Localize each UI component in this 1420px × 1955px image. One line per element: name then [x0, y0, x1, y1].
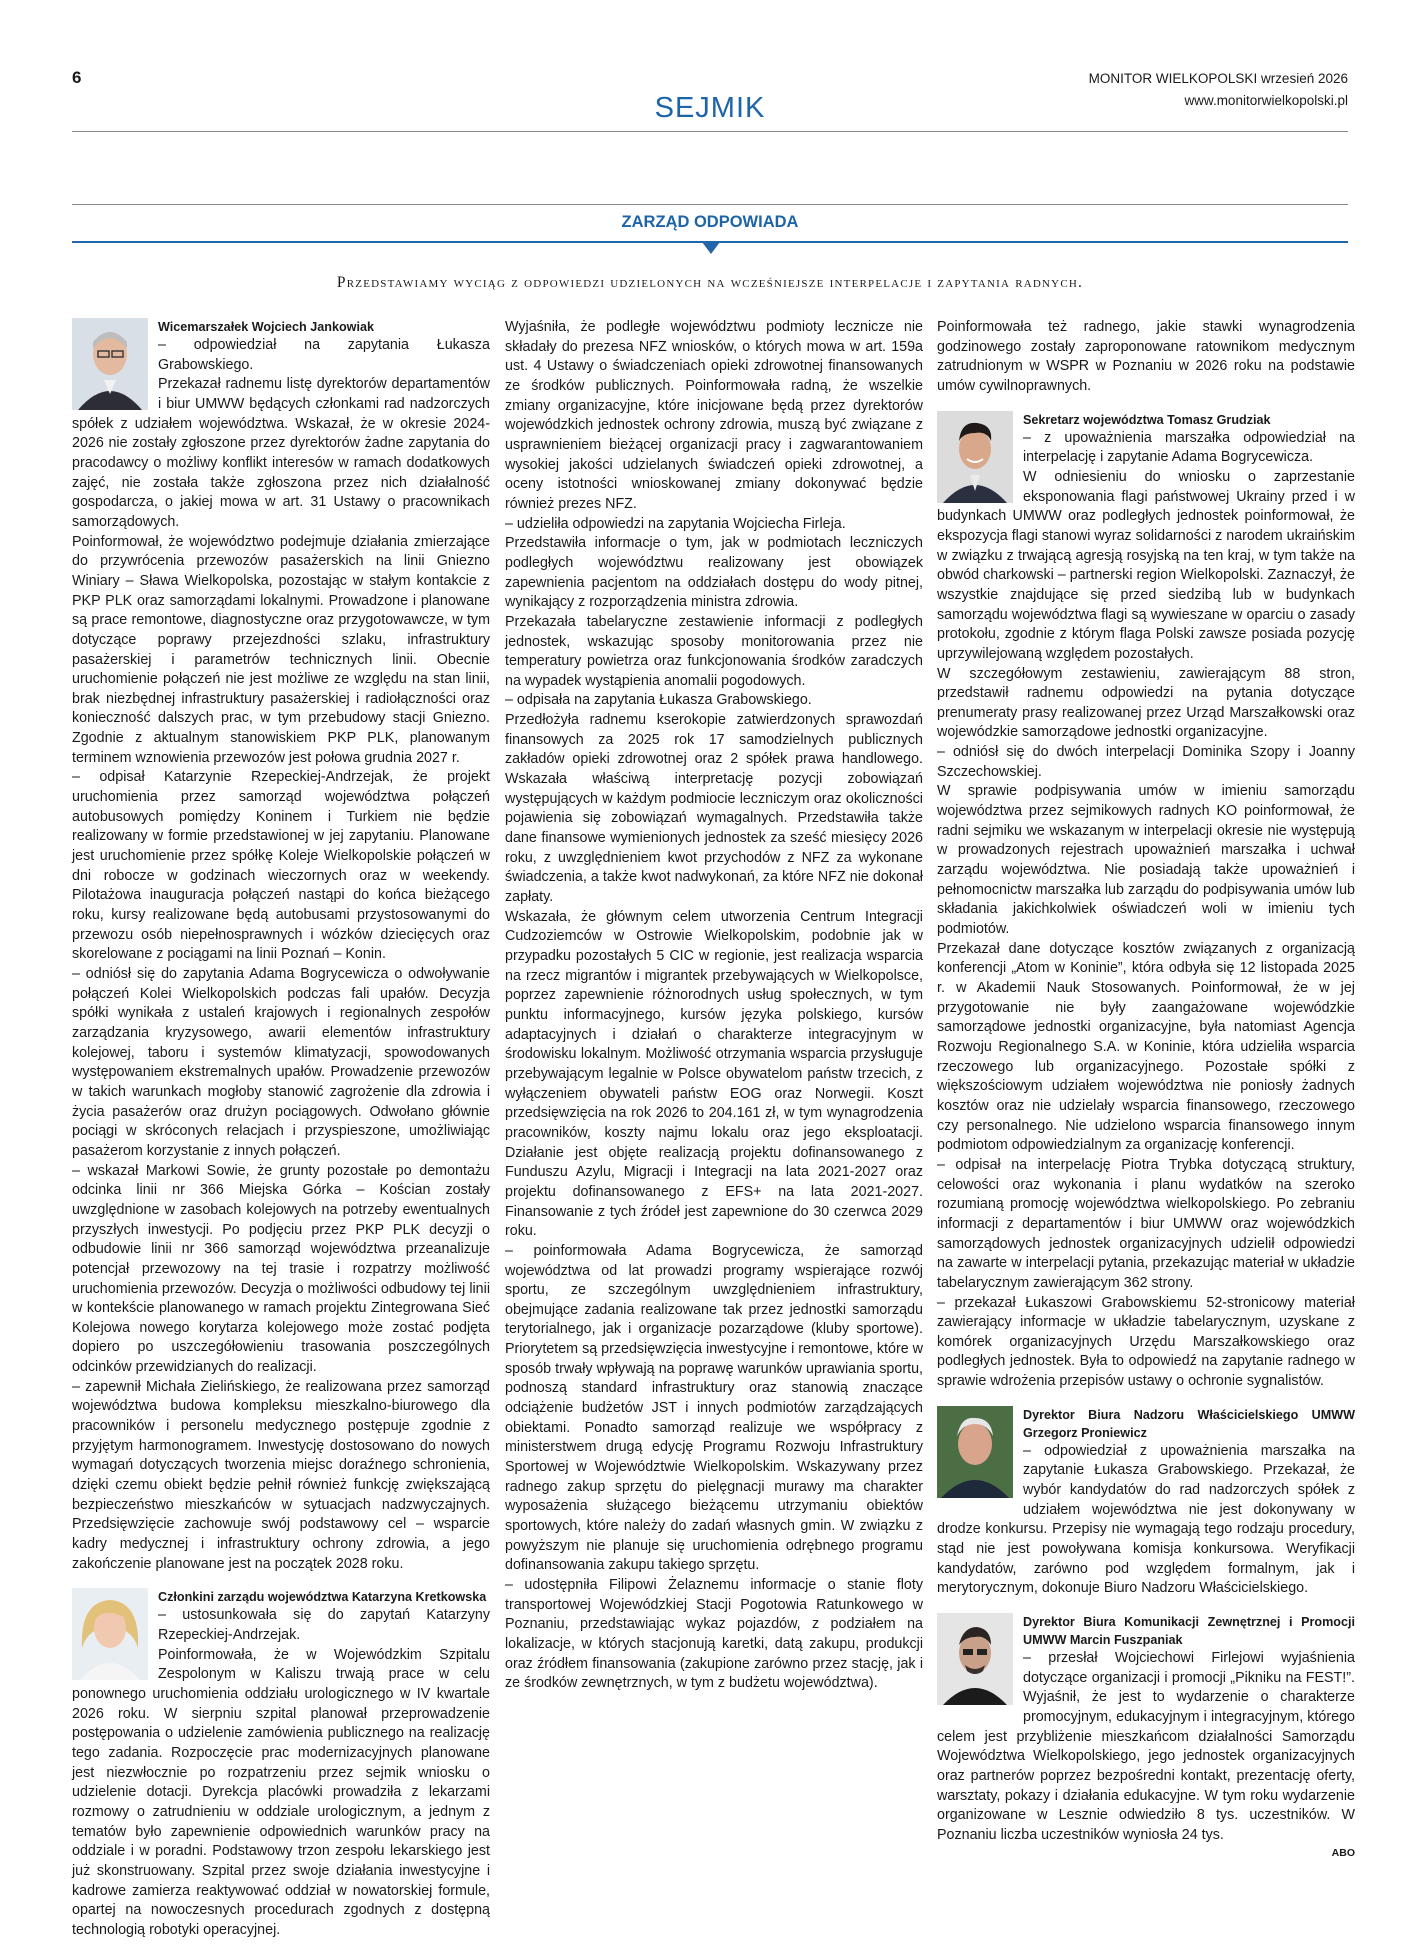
- column-1: [72, 318, 490, 1955]
- paragraph: Wyjaśniła, że podległe województwu podmioty lecznicze nie składały do prezesa NFZ wniosków, o których mowa w art. 159a ust. 4 Ustawy o świadczeniach opieki zdrowotnej finansowanych ze środków publicznych. Poinformowała radną, że wszelkie zmiany organizacyjne, które inicjowane będą przez dyrektorów wojewódzkich jednostek ochrony zdrowia, muszą być związane z usprawnieniem bieżącej organizacji pracy i zagwarantowaniem wysokiej jakości udzielanych świadczeń opieki zdrowotnej, a oceny istotności wnioskowanej zmiany dokonywać będzie również prezes NFZ.: [505, 319, 923, 512]
- paragraph: – odniósł się do zapytania Adama Bogrycewicza o odwoływanie połączeń Kolei Wielkopolskich podczas fali upałów. Decyzja spółki wynikała z ustaleń krajowych i regionalnych zespołów zarządzania kryzysowego, awarii elementów infrastruktury kolejowej, taboru i systemów klimatyzacji, spowodowanych występowaniem ekstremalnych upałów. Prowadzenie przewozów w takich warunkach mogłoby stanowić zagrożenie dla zdrowia i życia pasażerów oraz drużyn pociągowych. Odwołano głównie pociągi w skróconych relacjach i przyspieszone, umożliwiając pasażerom korzystanie z innych połączeń.: [72, 966, 490, 1159]
- paragraph: – odpisał na interpelację Piotra Trybka dotyczącą struktury, celowości oraz wykonania i planu wydatków na szeroko rozumianą promocję województwa wielkopolskiego. Po zebraniu informacji z departamentów i biur UMWW oraz wojewódzkich samorządowych jednostek organizacyjnych udzielił odpowiedzi na zawarte w interpelacji pytania, przekazując materiał w układzie tabelarycznym zawierającym 362 strony.: [937, 1156, 1355, 1291]
- section-title: SEJMIK: [654, 92, 766, 124]
- publication-name: MONITOR WIELKOPOLSKI wrzesień 2026: [1088, 71, 1348, 86]
- official-portrait-photo: [72, 318, 148, 410]
- official-portrait-photo: [937, 411, 1013, 503]
- top-divider: [72, 131, 1348, 132]
- official-name: Dyrektor Biura Nadzoru Właścicielskiego UMWW Grzegorz Proniewicz: [1023, 1407, 1355, 1440]
- paragraph: W szczegółowym zestawieniu, zawierającym 88 stron, przedstawił radnemu odpowiedzi na pytania dotyczące prenumeraty prasy realizowanej przez Urząd Marszałkowski oraz wojewódzkie samorządowe jednostki organizacyjne.: [937, 665, 1355, 741]
- paragraph: – ustosunkowała się do zapytań Katarzyny Rzepeckiej-Andrzejak.: [158, 1607, 490, 1643]
- paragraph: – poinformowała Adama Bogrycewicza, że samorząd województwa od lat prowadzi programy wspierające rozwój sportu, ze szczególnym uwzględnieniem infrastruktury, obejmujące zadania realizowane tak przez jednostki samorządu terytorialnego, jak i organizacje pozarządowe (kluby sportowe). Priorytetem są przedsięwzięcia inwestycyjne i remontowe, które w sposób trwały wpływają na poprawę warunków uprawiania sportu, podnoszą standard infrastruktury oraz stanowią znaczące odciążenie budżetów JST i innych podmiotów zarządzających obiektami. Ponadto samorząd realizuje we współpracy z ministerstwem drugą edycję Programu Rozwoju Infrastruktury Sportowej w Województwie Wielkopolskim. Wskazywany przez radnego zakup sprzętu do pielęgnacji murawy ma charakter wyposażenia służącego bieżącemu utrzymaniu obiektów sportowych, które należy do zadań własnych gmin. W związku z powyższym nie planuje się uruchomienia odrębnego programu dofinansowania zakupu takiego sprzętu.: [505, 1242, 923, 1574]
- paragraph: – przekazał Łukaszowi Grabowskiemu 52-stronicowy materiał zawierający informacje w układzie tabelarycznym, uzyskane z komórek organizacyjnych Urzędu Marszałkowskiego oraz podległych jednostek. Była to odpowiedź na zapytanie radnego w sprawie wdrożenia przepisów ustawy o ochronie sygnalistów.: [937, 1294, 1355, 1390]
- article-top-divider: [72, 204, 1348, 205]
- official-portrait-photo: [937, 1406, 1013, 1498]
- website-url: www.monitorwielkopolski.pl: [1184, 93, 1348, 108]
- paragraph: Poinformowała, że w Wojewódzkim Szpitalu Zespolonym w Kaliszu trwają prace w celu ponownego uruchomienia oddziału urologicznego w IV kwartale 2026 roku. W sierpniu szpital planował przeprowadzenie postępowania o udzielenie zamówienia publicznego na realizację tego zadania. Rozpoczęcie prac modernizacyjnych planowane jest niezwłocznie po rozpatrzeniu przez sejmik wniosku o udzielenie dotacji. Dyrekcja placówki prowadziła z lekarzami rozmowy o zatrudnieniu w oddziale urologicznym, a jednym z tematów było zapewnienie odpowiednich warunków pracy na oddziale i w poradni. Podstawowy trzon zespołu lekarskiego jest już skonstruowany. Szpital przez swoje działania inwestycyjne i kadrowe zamierza reaktywować oddział w nowatorskiej formule, opartej na nowoczesnych procedurach zgodnych z dostępną technologią robotyki operacyjnej.: [72, 1646, 490, 1938]
- official-portrait-photo: [937, 1613, 1013, 1705]
- answer-block-continued: [937, 318, 1355, 397]
- paragraph: – odpisał Katarzynie Rzepeckiej-Andrzejak, że projekt uruchomienia przez samorząd województwa połączeń autobusowych pomiędzy Koninem i Turkiem nie będzie realizowany w formie przedstawionej w jej zapytaniu. Planowane jest uruchomienie przez spółkę Koleje Wielkopolskie połączeń w dni robocze w godzinach wieczornych oraz w weekendy. Pilotażowa inauguracja połączeń nastąpi do końca bieżącego roku, kursy realizowane będą autobusami przystosowanymi do przewozu osób niepełnosprawnych i wózków dziecięcych oraz skorelowane z pociągami na linii Poznań – Konin.: [72, 769, 490, 963]
- paragraph: W odniesieniu do wniosku o zaprzestanie eksponowania flagi państwowej Ukrainy przed i w budynkach UMWW oraz podległych jednostek poinformował, że ekspozycja flagi stanowi wyraz solidarności z narodem ukraińskim w związku z trwającą agresją rosyjską na ten kraj, w tym także na obwód charkowski – partnerski region Wielkopolski. Zaznaczył, że wszystkie znajdujące się przed siedzibą lub w budynkach samorządu województwa flagi są wywieszane w oparciu o zasady protokołu, zgodnie z którym flaga Polski zawsze posiada pozycję uprzywilejowaną względem pozostałych.: [937, 468, 1355, 662]
- paragraph: W sprawie podpisywania umów w imieniu samorządu województwa przez sejmikowych radnych KO poinformował, że radni sejmiku we wskazanym w interpelacji okresie nie występują w prowadzonych rejestrach upoważnień marszałka i uchwał zarządu województwa. Nie posiadają także upoważnień i pełnomocnictw marszałka lub zarządu do podpisywania umów lub składania jakichkolwiek oświadczeń woli w imieniu tych podmiotów.: [937, 783, 1355, 938]
- article-title: ZARZĄD ODPOWIADA: [621, 213, 799, 231]
- answer-block: [937, 1613, 1355, 1863]
- paragraph: Poinformował, że województwo podejmuje działania zmierzające do przywrócenia przewozów pasażerskich na linii Gniezno Winiary – Sława Wielkopolska, pozostając w stałym kontakcie z PKP PLK oraz samorządami lokalnymi. Prowadzone i planowane są prace remontowe, diagnostyczne oraz przygotowawcze, w tym dotyczące poprawy przejezdności szlaku, infrastruktury pasażerskiej i parametrów technicznych linii. Obecnie uruchomienie połączeń nie jest możliwe ze względu na stan linii, brak niezbędnej infrastruktury pasażerskiej i radiołączności oraz konieczność dalszych prac, w tym przebudowy stacji Gniezno. Zgodnie z aktualnym stanowiskiem PKP PLK, planowanym terminem wznowienia przewozów jest połowa grudnia 2027 r.: [72, 533, 490, 766]
- paragraph: – zapewnił Michała Zielińskiego, że realizowana przez samorząd województwa budowa kompleksu mieszkalno-biurowego dla pracowników i personelu medycznego postępuje zgodnie z przyjętym harmonogramem. Inwestycję dostosowano do nowych wymagań dotyczących tworzenia miejsc doraźnego schronienia, dzięki czemu obiekt będzie pełnił również funkcję zwiększającą bezpieczeństwo mieszkańców w sytuacjach nadzwyczajnych. Przedsięwzięcie zachowuje swój podstawowy cel – wsparcie kadry medycznej i infrastruktury ochrony zdrowia, a jego zakończenie planowane jest na początek 2028 roku.: [72, 1378, 490, 1572]
- paragraph: – odpisała na zapytania Łukasza Grabowskiego.: [505, 692, 812, 709]
- paragraph: Przekazał dane dotyczące kosztów związanych z organizacją konferencji „Atom w Koninie”, która odbyła się 12 listopada 2025 r. w Akademii Nauk Stosowanych. Poinformował, że w jej przygotowanie nie były zaangażowane wojewódzkie samorządowe jednostki organizacyjne, była natomiast Agencja Rozwoju Regionalnego S.A. w Koninie, która udzieliła wsparcia rzeczowego lub organizacyjnego. Pozostałe spółki z większościowym udziałem województwa nie poniosły żadnych kosztów oraz nie udzielały wsparcia finansowego, rzeczowego czy personalnego. Nie udzielono wsparcia finansowego innym podmiotom odpowiedzialnym za organizację konferencji.: [937, 940, 1355, 1154]
- column-3: [937, 318, 1355, 1877]
- title-pointer: [702, 242, 720, 254]
- paragraph: Wskazała, że głównym celem utworzenia Centrum Integracji Cudzoziemców w Ostrowie Wielkopolskim, podobnie jak w przypadku pozostałych 5 CIC w regionie, jest realizacja wsparcia na rzecz migrantów i migrantek przebywających w Wielkopolsce, poprzez zapewnienie różnorodnych usług społecznych, w tym punktu informacyjnego, kursów języka polskiego, kursów adaptacyjnych i działań o charakterze integracyjnym w środowisku lokalnym. Możliwość otrzymania wsparcia przysługuje przebywającym legalnie w Polsce obywatelom państw trzecich, z wyłączeniem obywateli państw EOG oraz Norwegii. Koszt przedsięwzięcia na rok 2026 to 204.161 zł, w tym wynagrodzenia pracowników, koszty najmu lokalu oraz jego eksploatacji. Działanie jest objęte realizacją projektu dofinansowanego z Funduszu Azylu, Migracji i Integracji na lata 2021-2027 oraz projektu dofinansowanego z EFS+ na lata 2021-2027. Finansowanie z tych źródeł jest zapewnione do 30 czerwca 2029 roku.: [505, 908, 923, 1240]
- column-2: [505, 318, 923, 1694]
- page-number: 6: [72, 68, 82, 87]
- answer-block: [72, 318, 490, 1574]
- official-name: Sekretarz województwa Tomasz Grudziak: [1023, 412, 1271, 427]
- official-name: Dyrektor Biura Komunikacji Zewnętrznej i Promocji UMWW Marcin Fuszpaniak: [1023, 1615, 1355, 1648]
- paragraph: – przesłał Wojciechowi Firlejowi wyjaśnienia dotyczące organizacji i promocji „Pikniku na FEST!”. Wyjaśnił, że jest to wydarzenie o charakterze promocyjnym, edukacyjnym i integracyjnym, którego celem jest przybliżenie mieszkańcom działalności Samorządu Województwa Wielkopolskiego, jego jednostek organizacyjnych oraz partnerów poprzez bezpośredni kontakt, prezentację oferty, warsztaty, pokazy i działania edukacyjne. W tym roku wydarzenie organizowane w Lesznie odwiedziło 8 tys. uczestników. W Poznaniu liczba uczestników wyniosła 24 tys.: [937, 1650, 1355, 1843]
- answer-block: [937, 411, 1355, 1392]
- paragraph: – z upoważnienia marszałka odpowiedział na interpelację i zapytanie Adama Bogrycewicza.: [1023, 429, 1355, 466]
- paragraph: – udzieliła odpowiedzi na zapytania Wojciecha Firleja.: [505, 515, 846, 532]
- answer-block: [937, 1406, 1355, 1599]
- answer-block: [72, 1588, 490, 1940]
- official-name: Członkini zarządu województwa Katarzyna Kretkowska: [158, 1590, 487, 1605]
- paragraph: Przekazała tabelaryczne zestawienie informacji z podległych jednostek, wskazując sposoby monitorowania przez nie temperatury powietrza oraz funkcjonowania środków zaradczych na wypadek wystąpienia anomalii pogodowych.: [505, 613, 923, 689]
- paragraph: Przedstawiła informacje o tym, jak w podmiotach leczniczych podległych województwu realizowany jest obowiązek zapewnienia pacjentom na oddziałach dostępu do wody pitnej, wynikający z rozporządzenia ministra zdrowia.: [505, 535, 923, 611]
- paragraph: – odpowiedział z upoważnienia marszałka na zapytanie Łukasza Grabowskiego. Przekazał, że wybór kandydatów do rad nadzorczych spółek z udziałem województwa nie jest dokonywany w drodze konkursu. Przepisy nie wymagają tego rodzaju procedury, stąd nie jest powoływana komisja konkursowa. Weryfikacji kandydatów, zarówno pod względem formalnym, jak i merytorycznym, dokonuje Biuro Nadzoru Właścicielskiego.: [937, 1442, 1355, 1597]
- paragraph: Przedłożyła radnemu kserokopie zatwierdzonych sprawozdań finansowych za 2025 rok 17 samodzielnych publicznych zakładów opieki zdrowotnej oraz 2 spółek prawa handlowego. Wskazała właściwą interpretację pozycji zobowiązań występujących w każdym podmiocie leczniczym oraz okoliczności pojawienia się zobowiązań wymagalnych. Przedstawiła także dane finansowe wymienionych jednostek za sześć miesięcy 2026 roku, z uwzględnieniem kwot przychodów z NFZ za wykonane świadczenia, a także kwot nadwykonań, za które NFZ nie dokonał zapłaty.: [505, 712, 923, 906]
- author-signature: ABO: [1331, 1846, 1355, 1859]
- paragraph: – wskazał Markowi Sowie, że grunty pozostałe po demontażu odcinka linii nr 366 Miejska Górka – Kościan zostały uwzględnione w zasobach kolejowych na potrzeby ewentualnych przyszłych inwestycji. Po podjęciu przez PKP PLK decyzji o odbudowie linii nr 366 samorząd województwa przeanalizuje potencjał przewozowy na tej trasie i rozpatrzy możliwość uruchomienia przewozów. Decyzja o możliwości odbudowy tej linii w kontekście planowanego w ramach projektu Zintegrowana Sieć Kolejowa nowego korytarza kolejowego może zostać podjęta dopiero po uszczegółowieniu trasowania poszczególnych odcinków przewidzianych do realizacji.: [72, 1162, 490, 1376]
- paragraph: Przekazał radnemu listę dyrektorów departamentów i biur UMWW będących członkami rad nadzorczych spółek z udziałem województwa. Wskazał, że w okresie 2024-2026 nie zostały zgłoszone przez dyrektorów żadne zapytania do pracodawcy o możliwy konflikt interesów w ramach dodatkowych zajęć, nie została także zgłoszona przez nich działalność gospodarcza, o jakiej mowa w art. 31 Ustawy o pracownikach samorządowych.: [72, 376, 490, 530]
- official-name: Wicemarszałek Wojciech Jankowiak: [158, 320, 374, 334]
- paragraph: – odpowiedział na zapytania Łukasza Grabowskiego.: [158, 337, 490, 373]
- official-portrait-photo: [72, 1588, 148, 1680]
- article-lead: Przedstawiamy wyciąg z odpowiedzi udzielonych na wcześniejsze interpelacje i zapytania radnych.: [336, 274, 1084, 291]
- paragraph: Poinformowała też radnego, jakie stawki wynagrodzenia godzinowego zostały zaproponowane ratownikom medycznym zatrudnionym w WSPR w Poznaniu w 2026 roku na podstawie umów cywilnoprawnych.: [937, 319, 1355, 394]
- paragraph: – udostępniła Filipowi Żelaznemu informacje o stanie floty transportowej Wojewódzkiej Stacji Pogotowia Ratunkowego w Poznaniu, przedstawiając wykaz pojazdów, z podziałem na lokalizacje, w których stacjonują karetki, datą zakupu, produkcji oraz źródłem finansowania (zakupione zarówno przez stację, jak i ze środków zewnętrznych, w tym z budżetu województwa).: [505, 1577, 923, 1692]
- paragraph: – odniósł się do dwóch interpelacji Dominika Szopy i Joanny Szczechowskiej.: [937, 744, 1355, 780]
